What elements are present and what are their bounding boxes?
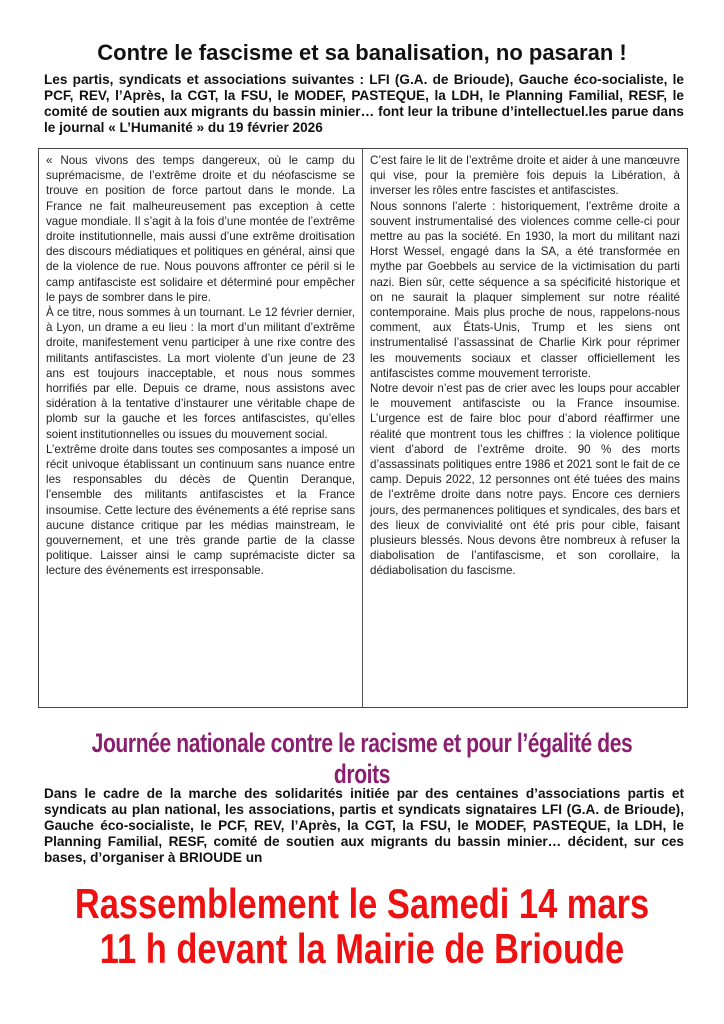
tribune-paragraph: À ce titre, nous sommes à un tournant. Le 12 février dernier, à Lyon, un drame a eu lieu : la mort d’un militant d’extrême droite, manifestement venu participer à une rixe contre des militants antifascistes. La mort violente d’un jeune de 23 ans est toujours inacceptable, et nous nous sommes horrifiés par elle. Depuis ce drame, nous assistons avec sidération à la tentative d’instaurer une véritable chape de plomb sur la gauche et les forces antifascistes, qu’elles soient institutionnelles ou issues du mouvement social. bbox=[46, 306, 355, 441]
tribune-paragraph: Nous sonnons l’alerte : historiquement, l’extrême droite a souvent instrumentalisé des violences comme celle-ci pour mettre au pas la société. En 1930, la mort du militant nazi Horst Wessel, engagé dans la SA, a été transformée en mythe par Goebbels au service de la victimisation du parti nazi. Bien sûr, cette séquence a sa spécificité historique et on ne saurait la plaquer simplement sur notre réalité contemporaine. Mais plus proche de nous, rappelons-nous comment, aux États-Unis, Trump et les siens ont instrumentalisé l’assassinat de Charlie Kirk pour réprimer les mouvements sociaux et classer officiellement les antifascistes comme mouvement terroriste. bbox=[370, 199, 680, 380]
event-title-line1: Rassemblement le Samedi 14 mars bbox=[74, 880, 650, 927]
tribune-paragraph: L’extrême droite dans toutes ses composantes a imposé un récit univoque établissant un continuum sans nuance entre les responsables du décès de Quentin Deranque, l’ensemble des militants antifascistes et la France insoumise. Cette lecture des événements a été reprise sans aucune distance critique par les médias mainstream, le gouvernement, et une très grande partie de la classe politique. Laisser ainsi le camp suprémaciste dicter sa lecture des événements est irresponsable. bbox=[46, 442, 355, 578]
tribune-paragraph: Notre devoir n’est pas de crier avec les loups pour accabler le mouvement antifasciste ou la France insoumise. L’urgence est de faire bloc pour d’abord réaffirmer une réalité que montrent tous les chiffres : la violence politique vient d’abord de l’extrême droite. 90 % des morts d’assassinats politiques entre 1986 et 2021 sont le fait de ce camp. Depuis 2022, 12 personnes ont été tuées des mains de l’extrême droite dans notre pays. Encore ces derniers jours, des permanences politiques et syndicales, des bars et des lieux de convivialité ont été pris pour cible, faisant plusieurs blessés. Nous devons être nombreux à refuser la diabolisation de l’antifascisme, et son corollaire, la dédiabolisation du fascisme. bbox=[370, 382, 681, 578]
page-title: Contre le fascisme et sa banalisation, no pasaran ! bbox=[97, 40, 627, 65]
journee-heading: Journée nationale contre le racisme et pour l’égalité des droits bbox=[91, 728, 633, 789]
tribune-box bbox=[38, 148, 688, 708]
journee-paragraph: Dans le cadre de la marche des solidarités initiée par des centaines d’associations partis et syndicats au plan national, les associations, partis et syndicats signataires LFI (G.A. de Brioude), Gauche éco-socialiste, le PCF, REV, l’Après, la CGT, la FSU, le MODEF, PASTEQUE, la LDH, le Planning Familial, RESF, comité de soutien aux migrants du bassin minier… décident, sur ces bases, d’organiser à BRIOUDE un bbox=[44, 786, 684, 865]
tribune-paragraph: « Nous vivons des temps dangereux, où le camp du suprémacisme, de l’extrême droite et du néofascisme se trouve en position de force partout dans le monde. La France ne fait malheureusement pas exception à cette vague mondiale. Il s’agit à la fois d’une montée de l’extrême droite institutionnelle, mais aussi d’une extrême droitisation des discours médiatiques et politiques en général, ainsi que de la violence de rue. Nous pouvons affronter ce péril si le camp antifasciste est solidaire et déterminé pour empêcher le pays de sombrer dans le pire. bbox=[46, 154, 355, 304]
tribune-left-column bbox=[39, 149, 363, 707]
intro-paragraph: Les partis, syndicats et associations suivantes : LFI (G.A. de Brioude), Gauche éco-socialiste, le PCF, REV, l’Après, la CGT, la FSU, le MODEF, PASTEQUE, la LDH, le Planning Familial, RESF, le comité de soutien aux migrants du bassin minier… font leur la tribune d’intellectuel.les parue dans le journal « L’Humanité » du 19 février 2026 bbox=[44, 72, 684, 135]
tribune-paragraph: C’est faire le lit de l’extrême droite et aider à une manœuvre qui vise, pour la première fois depuis la Libération, à inverser les rôles entre fascistes et antifascistes. bbox=[370, 154, 680, 198]
tribune-right-column bbox=[363, 149, 687, 707]
event-title-line2: 11 h devant la Mairie de Brioude bbox=[99, 925, 625, 972]
